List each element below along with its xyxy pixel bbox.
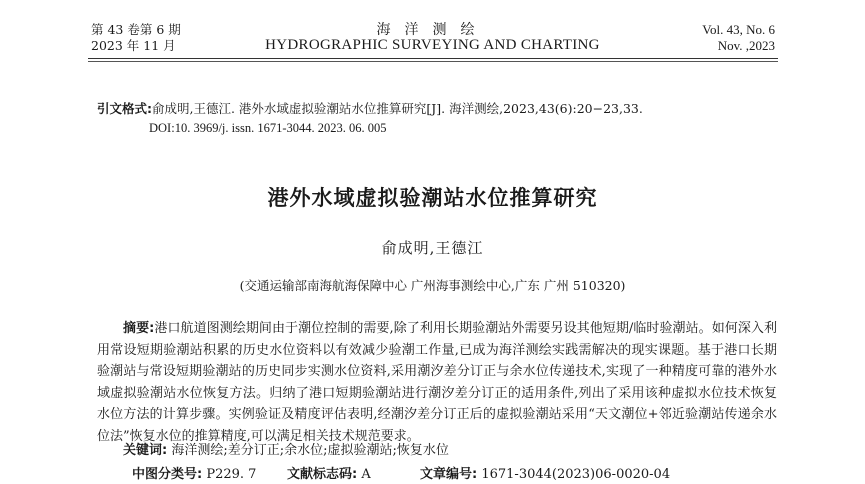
journal-name-cn: 海洋测绘	[376, 22, 489, 38]
abstract-text: 港口航道图测绘期间由于潮位控制的需要,除了利用长期验潮站外需要另设其他短期/临时验潮站。如何深入利用常设短期验潮站积累的历史水位资料以有效减少验潮工作量,已成为海洋测绘实践需解决的现实课题。基于港口长期验潮站与常设短期验潮站的历史同步实测水位资料,采用潮汐差分订正与余水位传递技术,实现了一种精度可靠的港外水域虚拟验潮站水位恢复方法。归纳了港口短期验潮站进行潮汐差分订正的适用条件,列出了采用该种虚拟水位技术恢复水位方法的计算步骤。实例验证及精度评估表明,经潮汐差分订正后的虚拟验潮站采用“天文潮位+邻近验潮站传递余水位法”恢复水位的推算精度,可以满足相关技术规范要求。	[97, 321, 777, 444]
document-code-label: 文献标志码:	[287, 467, 358, 482]
abstract-paragraph	[97, 318, 777, 447]
citation-line	[97, 100, 643, 117]
document-code-value: A	[361, 467, 371, 482]
author-affiliation: (交通运输部南海航海保障中心 广州海事测绘中心,广东 广州 510320)	[239, 278, 626, 293]
doi-line: DOI:10. 3969/j. issn. 1671-3044. 2023. 06. 005	[149, 121, 387, 135]
issue-date-cn: 2023 年 11 月	[91, 38, 176, 53]
journal-name-en: HYDROGRAPHIC SURVEYING AND CHARTING	[265, 37, 600, 53]
clc-number	[132, 463, 256, 482]
header-rule-thin	[88, 61, 778, 62]
keywords-line	[123, 439, 449, 458]
paper-title: 港外水域虚拟验潮站水位推算研究	[267, 186, 598, 210]
citation-label: 引文格式:	[97, 101, 152, 116]
article-number-label: 文章编号:	[420, 467, 478, 482]
volume-number-en: Vol. 43, No. 6	[702, 22, 775, 37]
article-number	[420, 463, 670, 482]
document-code	[287, 463, 371, 482]
keywords-label: 关键词:	[123, 443, 168, 458]
clc-value: P229. 7	[206, 467, 257, 482]
header-rule-thick	[88, 58, 778, 59]
clc-label: 中图分类号:	[132, 467, 203, 482]
citation-text: 俞成明,王德江. 港外水域虚拟验潮站水位推算研究[J]. 海洋测绘,2023,43(6):20−23,33.	[152, 101, 643, 116]
article-number-value: 1671-3044(2023)06-0020-04	[481, 467, 671, 482]
paper-authors: 俞成明,王德江	[381, 239, 484, 257]
issue-number-cn: 第 43 卷第 6 期	[91, 22, 181, 37]
keywords-text: 海洋测绘;差分订正;余水位;虚拟验潮站;恢复水位	[171, 443, 449, 458]
abstract-label: 摘要:	[123, 321, 155, 336]
issue-date-en: Nov. ,2023	[717, 38, 775, 53]
